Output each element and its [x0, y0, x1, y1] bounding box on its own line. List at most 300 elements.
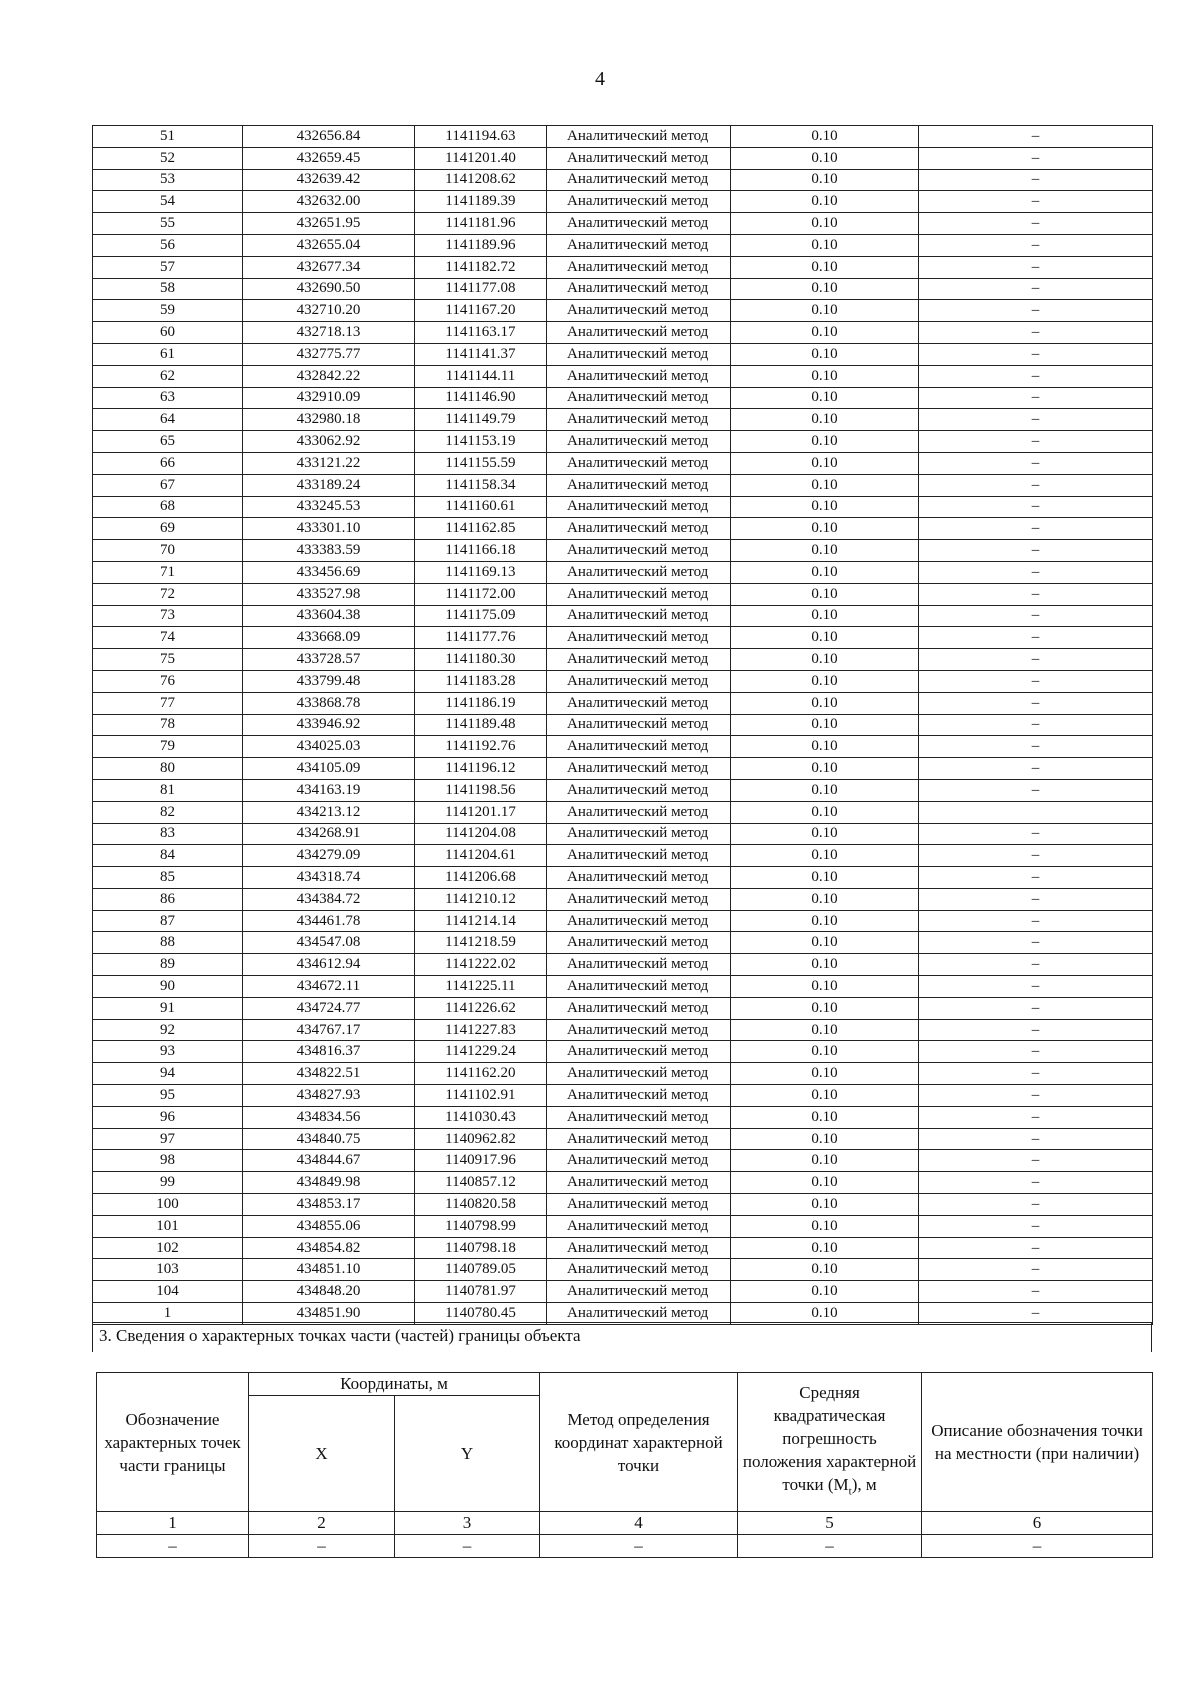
cell-accuracy: 0.10: [731, 147, 919, 169]
cell-coord-y: 1141227.83: [415, 1019, 547, 1041]
cell-coord-x: 432651.95: [243, 213, 415, 235]
cell-coord-y: 1141186.19: [415, 692, 547, 714]
cell-coord-x: 434213.12: [243, 801, 415, 823]
cell-description: –: [919, 496, 1153, 518]
cell-coord-x: 434163.19: [243, 779, 415, 801]
cell-accuracy: 0.10: [731, 736, 919, 758]
cell-coord-y: 1140798.99: [415, 1215, 547, 1237]
cell-method: Аналитический метод: [547, 1150, 731, 1172]
cell-point-number: 65: [93, 431, 243, 453]
cell-description: –: [919, 300, 1153, 322]
table-row: [93, 845, 1153, 867]
cell-coord-y: 1141172.00: [415, 583, 547, 605]
table-row: [93, 387, 1153, 409]
cell-method: Аналитический метод: [547, 758, 731, 780]
cell-accuracy: 0.10: [731, 845, 919, 867]
cell-accuracy: 0.10: [731, 561, 919, 583]
cell-description: –: [919, 1215, 1153, 1237]
cell-description: –: [919, 1172, 1153, 1194]
cell-accuracy: 0.10: [731, 409, 919, 431]
table-row: [93, 627, 1153, 649]
cell-coord-x: 434851.10: [243, 1259, 415, 1281]
cell-description: –: [919, 561, 1153, 583]
cell-method: Аналитический метод: [547, 1106, 731, 1128]
cell-accuracy: 0.10: [731, 605, 919, 627]
cell-coord-y: 1141162.85: [415, 518, 547, 540]
cell-coord-y: 1141183.28: [415, 670, 547, 692]
table-row: [93, 278, 1153, 300]
cell-accuracy: 0.10: [731, 474, 919, 496]
cell-point-number: 67: [93, 474, 243, 496]
cell-method: Аналитический метод: [547, 823, 731, 845]
cell-point-number: 57: [93, 256, 243, 278]
cell-coord-y: 1141030.43: [415, 1106, 547, 1128]
cell-description: –: [919, 147, 1153, 169]
cell-coord-x: 434855.06: [243, 1215, 415, 1237]
cell-point-number: 88: [93, 932, 243, 954]
cell-coord-x: 432632.00: [243, 191, 415, 213]
table-row: [93, 1215, 1153, 1237]
table-row: [93, 1281, 1153, 1303]
cell-point-number: 82: [93, 801, 243, 823]
cell-description: –: [919, 1085, 1153, 1107]
cell-point-number: 104: [93, 1281, 243, 1303]
cell-description: –: [919, 1063, 1153, 1085]
cell-coord-y: 1140962.82: [415, 1128, 547, 1150]
cell-method: Аналитический метод: [547, 714, 731, 736]
cell-description: –: [919, 997, 1153, 1019]
cell-description: –: [919, 191, 1153, 213]
cell-method: Аналитический метод: [547, 452, 731, 474]
cell-description: –: [919, 518, 1153, 540]
cell-coord-y: 1140820.58: [415, 1194, 547, 1216]
cell-coord-y: 1141192.76: [415, 736, 547, 758]
cell-accuracy: 0.10: [731, 1106, 919, 1128]
cell-description: –: [919, 714, 1153, 736]
cell-coord-x: 434853.17: [243, 1194, 415, 1216]
column-number: 4: [540, 1512, 738, 1535]
cell-description: –: [919, 278, 1153, 300]
cell-accuracy: 0.10: [731, 1194, 919, 1216]
cell-coord-y: 1141167.20: [415, 300, 547, 322]
cell-coord-x: 434854.82: [243, 1237, 415, 1259]
cell-point-number: 60: [93, 322, 243, 344]
cell-accuracy: 0.10: [731, 540, 919, 562]
table-row: [93, 147, 1153, 169]
column-number: 1: [97, 1512, 249, 1535]
cell-method: Аналитический метод: [547, 910, 731, 932]
cell-point-number: 103: [93, 1259, 243, 1281]
cell-coord-y: 1141102.91: [415, 1085, 547, 1107]
cell-coord-x: 434384.72: [243, 888, 415, 910]
table-row: [93, 997, 1153, 1019]
cell-accuracy: 0.10: [731, 169, 919, 191]
table-row: [93, 954, 1153, 976]
cell-coord-x: 434849.98: [243, 1172, 415, 1194]
table-row: [93, 496, 1153, 518]
cell-point-number: 73: [93, 605, 243, 627]
cell-coord-y: 1141214.14: [415, 910, 547, 932]
cell-coord-y: 1141194.63: [415, 126, 547, 148]
cell-method: Аналитический метод: [547, 540, 731, 562]
cell-method: Аналитический метод: [547, 845, 731, 867]
cell-coord-x: 432710.20: [243, 300, 415, 322]
header-point-designation: Обозначение характерных точек части границы: [97, 1373, 249, 1512]
table-row: [93, 1063, 1153, 1085]
cell-point-number: 100: [93, 1194, 243, 1216]
cell-method: Аналитический метод: [547, 409, 731, 431]
cell-description: –: [919, 1194, 1153, 1216]
cell-coord-x: 434822.51: [243, 1063, 415, 1085]
table-row: [93, 300, 1153, 322]
cell-coord-x: 434834.56: [243, 1106, 415, 1128]
cell-accuracy: 0.10: [731, 714, 919, 736]
cell-coord-x: 434844.67: [243, 1150, 415, 1172]
cell-coord-y: 1141189.39: [415, 191, 547, 213]
table-row: [93, 736, 1153, 758]
cell-method: Аналитический метод: [547, 1063, 731, 1085]
cell-coord-y: 1141158.34: [415, 474, 547, 496]
header-coordinates: Координаты, м: [249, 1373, 540, 1396]
cell-point-number: 95: [93, 1085, 243, 1107]
cell-accuracy: 0.10: [731, 758, 919, 780]
cell-point-number: 92: [93, 1019, 243, 1041]
cell-coord-x: 434612.94: [243, 954, 415, 976]
cell-coord-y: 1141146.90: [415, 387, 547, 409]
cell-method: Аналитический метод: [547, 213, 731, 235]
cell-point-number: 96: [93, 1106, 243, 1128]
table-row: [93, 779, 1153, 801]
cell-method: Аналитический метод: [547, 431, 731, 453]
table-row: [93, 1259, 1153, 1281]
cell-method: Аналитический метод: [547, 888, 731, 910]
cell-description: –: [919, 1281, 1153, 1303]
cell-method: Аналитический метод: [547, 954, 731, 976]
cell-description: –: [919, 976, 1153, 998]
cell-point-number: 94: [93, 1063, 243, 1085]
cell-coord-y: 1141218.59: [415, 932, 547, 954]
cell-accuracy: 0.10: [731, 823, 919, 845]
cell-coord-y: 1141206.68: [415, 867, 547, 889]
cell-coord-x: 432980.18: [243, 409, 415, 431]
cell-point-number: 91: [93, 997, 243, 1019]
cell-method: Аналитический метод: [547, 365, 731, 387]
cell-coord-x: 432910.09: [243, 387, 415, 409]
table-row: [93, 888, 1153, 910]
cell-method: Аналитический метод: [547, 976, 731, 998]
cell-point-number: 64: [93, 409, 243, 431]
table-row: [93, 670, 1153, 692]
table-row: [93, 758, 1153, 780]
table-row: [93, 1128, 1153, 1150]
cell-accuracy: 0.10: [731, 1303, 919, 1325]
cell-description: –: [919, 322, 1153, 344]
cell-coord-x: 434461.78: [243, 910, 415, 932]
cell-accuracy: 0.10: [731, 910, 919, 932]
cell-method: Аналитический метод: [547, 583, 731, 605]
cell-coord-y: 1141162.20: [415, 1063, 547, 1085]
cell-point-number: 69: [93, 518, 243, 540]
table-row: [93, 561, 1153, 583]
cell-coord-y: 1141189.48: [415, 714, 547, 736]
header-y: Y: [395, 1396, 540, 1512]
cell-method: Аналитический метод: [547, 1019, 731, 1041]
cell-coord-y: 1141201.40: [415, 147, 547, 169]
cell-coord-x: 434840.75: [243, 1128, 415, 1150]
cell-point-number: 72: [93, 583, 243, 605]
cell-accuracy: 0.10: [731, 867, 919, 889]
cell-coord-x: 432690.50: [243, 278, 415, 300]
cell-coord-x: 432718.13: [243, 322, 415, 344]
cell-coord-x: 433668.09: [243, 627, 415, 649]
table-row: [93, 910, 1153, 932]
cell-method: Аналитический метод: [547, 997, 731, 1019]
cell-coord-y: 1141201.17: [415, 801, 547, 823]
cell-description: –: [919, 409, 1153, 431]
cell-description: –: [919, 1259, 1153, 1281]
header-accuracy: [738, 1373, 922, 1512]
cell-accuracy: 0.10: [731, 1150, 919, 1172]
table-row: [93, 126, 1153, 148]
cell-method: Аналитический метод: [547, 1259, 731, 1281]
cell-method: Аналитический метод: [547, 670, 731, 692]
table-row: [93, 1019, 1153, 1041]
cell-point-number: 102: [93, 1237, 243, 1259]
cell-description: –: [919, 649, 1153, 671]
table-row: [93, 343, 1153, 365]
cell-coord-x: 433189.24: [243, 474, 415, 496]
cell-accuracy: 0.10: [731, 1237, 919, 1259]
cell-point-number: 68: [93, 496, 243, 518]
cell-point-number: 58: [93, 278, 243, 300]
cell-accuracy: 0.10: [731, 213, 919, 235]
cell-point-number: 84: [93, 845, 243, 867]
header-accuracy-tail: ), м: [851, 1474, 877, 1494]
cell-accuracy: 0.10: [731, 191, 919, 213]
table-row: [93, 1237, 1153, 1259]
cell-coord-y: 1141177.08: [415, 278, 547, 300]
cell-accuracy: 0.10: [731, 779, 919, 801]
cell-coord-x: 432659.45: [243, 147, 415, 169]
cell-accuracy: 0.10: [731, 1085, 919, 1107]
table-row: [93, 649, 1153, 671]
empty-cell: –: [395, 1535, 540, 1558]
cell-accuracy: 0.10: [731, 452, 919, 474]
cell-point-number: 51: [93, 126, 243, 148]
cell-accuracy: 0.10: [731, 126, 919, 148]
cell-coord-y: 1141222.02: [415, 954, 547, 976]
cell-point-number: 61: [93, 343, 243, 365]
cell-accuracy: 0.10: [731, 649, 919, 671]
cell-point-number: 93: [93, 1041, 243, 1063]
cell-description: –: [919, 605, 1153, 627]
cell-method: Аналитический метод: [547, 692, 731, 714]
cell-description: –: [919, 736, 1153, 758]
cell-coord-x: 434724.77: [243, 997, 415, 1019]
cell-accuracy: 0.10: [731, 1215, 919, 1237]
empty-cell: –: [249, 1535, 395, 1558]
cell-description: –: [919, 779, 1153, 801]
cell-coord-x: 434816.37: [243, 1041, 415, 1063]
cell-description: –: [919, 540, 1153, 562]
empty-cell: –: [922, 1535, 1153, 1558]
table-row: [93, 801, 1153, 823]
table-row: [93, 1194, 1153, 1216]
cell-description: –: [919, 169, 1153, 191]
cell-point-number: 77: [93, 692, 243, 714]
column-number: 2: [249, 1512, 395, 1535]
cell-method: Аналитический метод: [547, 649, 731, 671]
cell-point-number: 70: [93, 540, 243, 562]
cell-point-number: 74: [93, 627, 243, 649]
cell-coord-x: 434547.08: [243, 932, 415, 954]
cell-description: –: [919, 365, 1153, 387]
cell-description: –: [919, 431, 1153, 453]
header-description: Описание обозначения точки на местности (при наличии): [922, 1373, 1153, 1512]
cell-accuracy: 0.10: [731, 801, 919, 823]
table-row: [93, 409, 1153, 431]
cell-accuracy: 0.10: [731, 256, 919, 278]
cell-description: –: [919, 234, 1153, 256]
column-number: 5: [738, 1512, 922, 1535]
cell-coord-y: 1141208.62: [415, 169, 547, 191]
cell-coord-x: 433799.48: [243, 670, 415, 692]
column-numbers-row: [97, 1512, 1153, 1535]
cell-accuracy: 0.10: [731, 431, 919, 453]
cell-accuracy: 0.10: [731, 496, 919, 518]
cell-coord-y: 1140917.96: [415, 1150, 547, 1172]
cell-accuracy: 0.10: [731, 692, 919, 714]
cell-method: Аналитический метод: [547, 867, 731, 889]
cell-coord-x: 433245.53: [243, 496, 415, 518]
cell-method: Аналитический метод: [547, 147, 731, 169]
cell-method: Аналитический метод: [547, 322, 731, 344]
table-row: [93, 692, 1153, 714]
section3-title: 3. Сведения о характерных точках части (частей) границы объекта: [92, 1322, 1152, 1352]
cell-point-number: 78: [93, 714, 243, 736]
cell-accuracy: 0.10: [731, 1128, 919, 1150]
page-number: 4: [595, 68, 605, 90]
cell-coord-y: 1141196.12: [415, 758, 547, 780]
table-row: [93, 605, 1153, 627]
cell-coord-x: 433383.59: [243, 540, 415, 562]
cell-coord-x: 433062.92: [243, 431, 415, 453]
cell-coord-x: 434851.90: [243, 1303, 415, 1325]
cell-coord-y: 1141153.19: [415, 431, 547, 453]
table-row: [93, 540, 1153, 562]
table-row: [93, 1172, 1153, 1194]
cell-method: Аналитический метод: [547, 932, 731, 954]
cell-accuracy: 0.10: [731, 976, 919, 998]
cell-coord-y: 1141160.61: [415, 496, 547, 518]
cell-description: –: [919, 627, 1153, 649]
cell-coord-y: 1141189.96: [415, 234, 547, 256]
cell-point-number: 56: [93, 234, 243, 256]
cell-point-number: 101: [93, 1215, 243, 1237]
cell-accuracy: 0.10: [731, 932, 919, 954]
cell-description: –: [919, 932, 1153, 954]
cell-coord-y: 1141177.76: [415, 627, 547, 649]
empty-cell: –: [540, 1535, 738, 1558]
cell-point-number: 79: [93, 736, 243, 758]
cell-accuracy: 0.10: [731, 1259, 919, 1281]
column-number: 6: [922, 1512, 1153, 1535]
table-row: [93, 431, 1153, 453]
cell-description: –: [919, 583, 1153, 605]
cell-point-number: 99: [93, 1172, 243, 1194]
cell-coord-x: 432775.77: [243, 343, 415, 365]
table-row: [93, 583, 1153, 605]
table-row: [93, 234, 1153, 256]
cell-accuracy: 0.10: [731, 583, 919, 605]
cell-coord-x: 432677.34: [243, 256, 415, 278]
cell-description: –: [919, 867, 1153, 889]
empty-cell: –: [738, 1535, 922, 1558]
header-accuracy-subscript: t: [848, 1485, 852, 1498]
cell-point-number: 98: [93, 1150, 243, 1172]
cell-coord-y: 1141149.79: [415, 409, 547, 431]
cell-method: Аналитический метод: [547, 1128, 731, 1150]
cell-method: Аналитический метод: [547, 1303, 731, 1325]
cell-point-number: 71: [93, 561, 243, 583]
cell-method: Аналитический метод: [547, 387, 731, 409]
cell-coord-x: 434025.03: [243, 736, 415, 758]
cell-point-number: 1: [93, 1303, 243, 1325]
table-row: [93, 452, 1153, 474]
cell-accuracy: 0.10: [731, 365, 919, 387]
cell-accuracy: 0.10: [731, 387, 919, 409]
table-row: [93, 322, 1153, 344]
cell-accuracy: 0.10: [731, 343, 919, 365]
cell-method: Аналитический метод: [547, 300, 731, 322]
cell-coord-y: 1140789.05: [415, 1259, 547, 1281]
table-row: [93, 1150, 1153, 1172]
cell-point-number: 80: [93, 758, 243, 780]
cell-description: –: [919, 845, 1153, 867]
empty-cell: –: [97, 1535, 249, 1558]
cell-coord-y: 1141163.17: [415, 322, 547, 344]
cell-point-number: 76: [93, 670, 243, 692]
cell-point-number: 52: [93, 147, 243, 169]
cell-point-number: 66: [93, 452, 243, 474]
cell-method: Аналитический метод: [547, 1041, 731, 1063]
cell-coord-x: 433121.22: [243, 452, 415, 474]
cell-coord-y: 1141175.09: [415, 605, 547, 627]
cell-description: –: [919, 343, 1153, 365]
cell-accuracy: 0.10: [731, 278, 919, 300]
header-accuracy-text: Средняя квадратическая погрешность положения характерной точки (M: [742, 1382, 917, 1494]
cell-method: Аналитический метод: [547, 1237, 731, 1259]
cell-accuracy: 0.10: [731, 1019, 919, 1041]
cell-description: –: [919, 1041, 1153, 1063]
cell-method: Аналитический метод: [547, 278, 731, 300]
cell-accuracy: 0.10: [731, 1281, 919, 1303]
cell-description: –: [919, 888, 1153, 910]
cell-description: –: [919, 670, 1153, 692]
cell-accuracy: 0.10: [731, 888, 919, 910]
cell-coord-x: 432655.04: [243, 234, 415, 256]
table-row: [93, 1106, 1153, 1128]
cell-point-number: 62: [93, 365, 243, 387]
table-row: [93, 1041, 1153, 1063]
cell-point-number: 75: [93, 649, 243, 671]
cell-coord-y: 1141180.30: [415, 649, 547, 671]
cell-method: Аналитический метод: [547, 561, 731, 583]
cell-method: Аналитический метод: [547, 736, 731, 758]
table-row: [93, 213, 1153, 235]
cell-coord-x: 432842.22: [243, 365, 415, 387]
cell-point-number: 86: [93, 888, 243, 910]
